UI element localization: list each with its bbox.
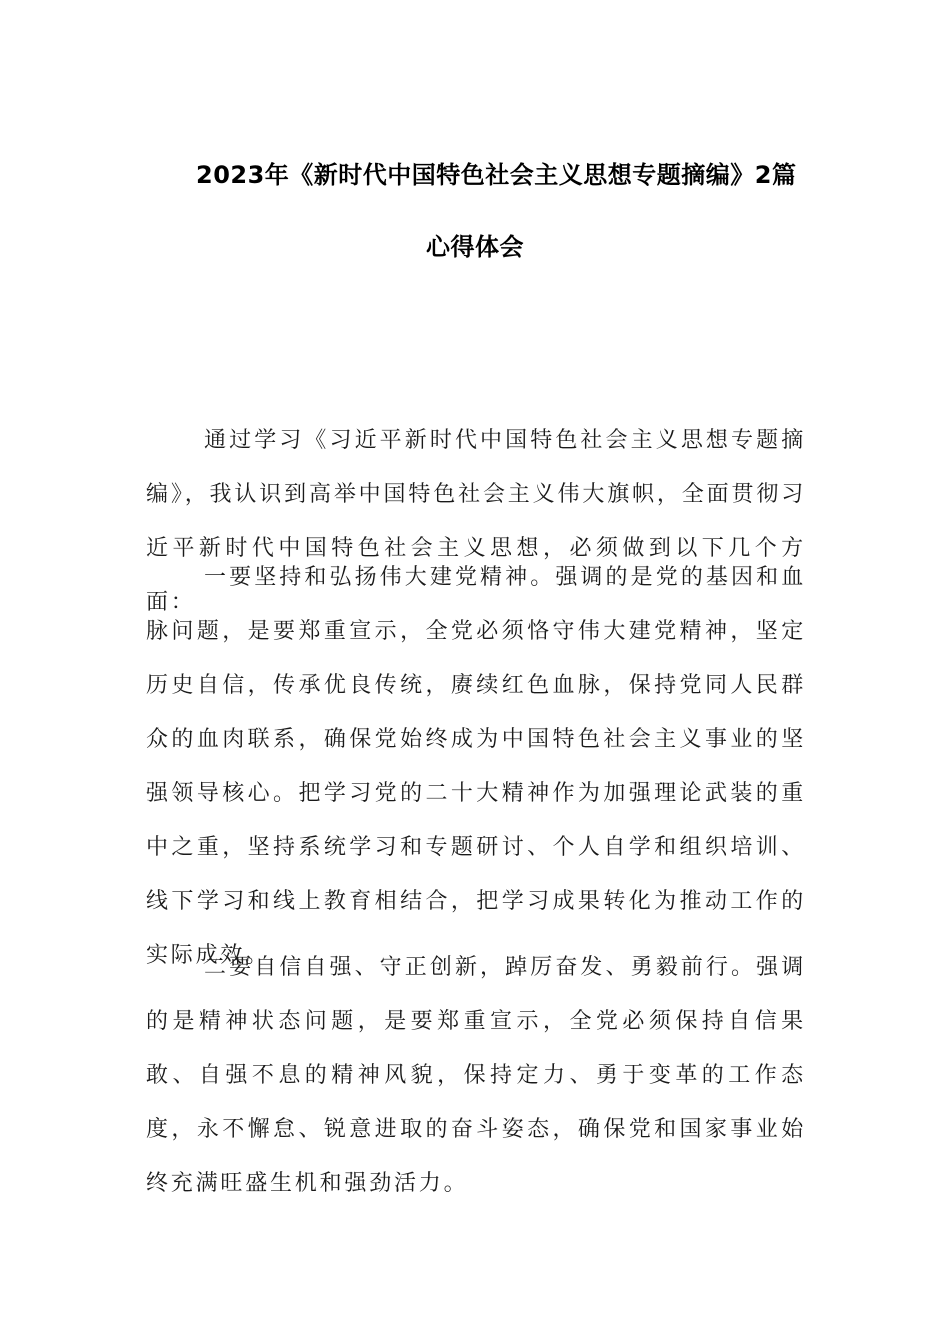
paragraph-point-2: 二要自信自强、守正创新，踔厉奋发、勇毅前行。强调的是精神状态问题，是要郑重宣示，全党必须保持自信果敢、自强不息的精神风貌，保持定力、勇于变革的工作态度，永不懈怠、锐意进取的奋斗姿态，确保党和国家事业始终充满旺盛生机和强劲活力。 xyxy=(146,955,806,1196)
paragraph-intro: 通过学习《习近平新时代中国特色社会主义思想专题摘编》，我认识到高举中国特色社会主义伟大旗帜，全面贯彻习近平新时代中国特色社会主义思想，必须做到以下几个方面： xyxy=(146,428,806,615)
paragraph-point-1: 一要坚持和弘扬伟大建党精神。强调的是党的基因和血脉问题，是要郑重宣示，全党必须恪守伟大建党精神，坚定历史自信，传承优良传统，赓续红色血脉，保持党同人民群众的血肉联系，确保党始终成为中国特色社会主义事业的坚强领导核心。把学习党的二十大精神作为加强理论武装的重中之重，坚持系统学习和专题研讨、个人自学和组织培训、线下学习和线上教育相结合，把学习成果转化为推动工作的实际成效。 xyxy=(146,565,806,968)
document-title-line-1: 2023年《新时代中国特色社会主义思想专题摘编》2篇 xyxy=(196,161,797,189)
document-title-line-2: 心得体会 xyxy=(426,233,524,261)
